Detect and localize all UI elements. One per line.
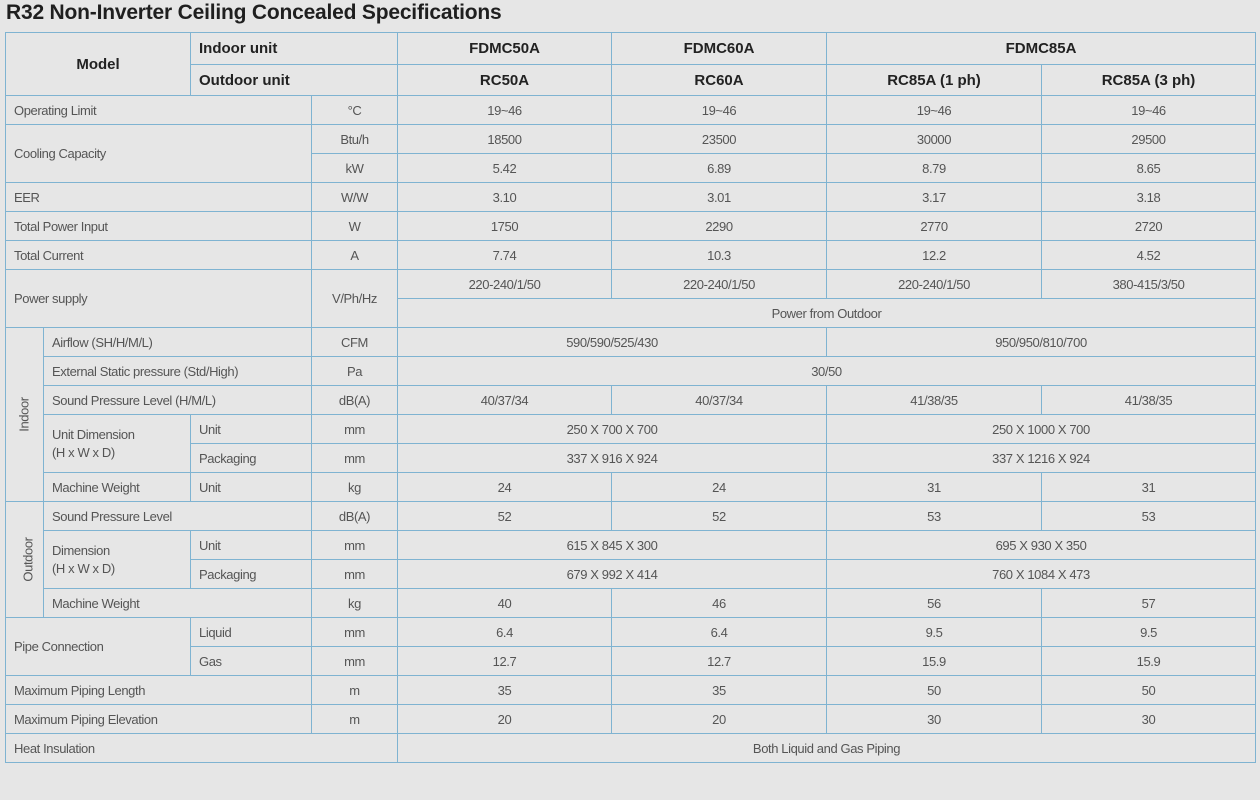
row-unit: A (312, 241, 398, 270)
table-row-pipe-liquid (6, 618, 1256, 647)
cell: 31 (827, 473, 1042, 502)
table-row-power-supply (6, 270, 1256, 299)
cell: 250 X 1000 X 700 (827, 415, 1256, 444)
row-unit: Pa (312, 357, 398, 386)
cell: 250 X 700 X 700 (398, 415, 827, 444)
row-unit: V/Ph/Hz (312, 270, 398, 328)
row-unit: dB(A) (312, 502, 398, 531)
group-label-outdoor: Outdoor (6, 502, 44, 618)
row-label: Machine Weight (44, 589, 312, 618)
cell: Both Liquid and Gas Piping (398, 734, 1256, 763)
cell: 5.42 (398, 154, 612, 183)
row-label: Airflow (SH/H/M/L) (44, 328, 312, 357)
cell: 56 (827, 589, 1042, 618)
cell: 12.7 (612, 647, 827, 676)
row-label: Total Current (6, 241, 312, 270)
cell: 20 (612, 705, 827, 734)
cell: 3.10 (398, 183, 612, 212)
table-row-indoor-dim-unit (6, 415, 1256, 444)
table-row-outdoor-spl (6, 502, 1256, 531)
row-unit: m (312, 676, 398, 705)
row-unit: mm (312, 415, 398, 444)
row-unit: mm (312, 444, 398, 473)
row-label: Sound Pressure Level (44, 502, 312, 531)
row-label: Unit Dimension (H x W x D) (44, 415, 191, 473)
outdoor-model: RC60A (612, 65, 827, 96)
outdoor-model: RC50A (398, 65, 612, 96)
row-sublabel: Unit (191, 415, 312, 444)
table-row-cooling-btu (6, 125, 1256, 154)
table-row-indoor-weight (6, 473, 1256, 502)
cell: 760 X 1084 X 473 (827, 560, 1256, 589)
cell: 23500 (612, 125, 827, 154)
outdoor-model: RC85A (1 ph) (827, 65, 1042, 96)
cell: 29500 (1042, 125, 1256, 154)
cell: 6.4 (398, 618, 612, 647)
cell: 19~46 (612, 96, 827, 125)
cell: 30 (827, 705, 1042, 734)
row-label: Total Power Input (6, 212, 312, 241)
table-row-eer (6, 183, 1256, 212)
table-row-heat-insulation (6, 734, 1256, 763)
group-label-indoor: Indoor (6, 328, 44, 502)
row-unit: mm (312, 647, 398, 676)
row-unit: kg (312, 589, 398, 618)
cell: 220-240/1/50 (827, 270, 1042, 299)
cell: 15.9 (827, 647, 1042, 676)
row-sublabel: Packaging (191, 444, 312, 473)
cell: 2290 (612, 212, 827, 241)
table-row-max-piping-length (6, 676, 1256, 705)
cell: 337 X 1216 X 924 (827, 444, 1256, 473)
cell: 19~46 (1042, 96, 1256, 125)
outdoor-unit-header: Outdoor unit (191, 65, 398, 96)
cell: 8.79 (827, 154, 1042, 183)
indoor-unit-header: Indoor unit (191, 33, 398, 65)
indoor-model: FDMC50A (398, 33, 612, 65)
row-unit: m (312, 705, 398, 734)
cell: 30000 (827, 125, 1042, 154)
cell: 30/50 (398, 357, 1256, 386)
cell: 53 (827, 502, 1042, 531)
table-row-total-current (6, 241, 1256, 270)
model-header: Model (6, 33, 191, 96)
cell: 10.3 (612, 241, 827, 270)
cell: 52 (398, 502, 612, 531)
row-label: Dimension (H x W x D) (44, 531, 191, 589)
cell: 41/38/35 (1042, 386, 1256, 415)
row-label: Machine Weight (44, 473, 191, 502)
cell: 41/38/35 (827, 386, 1042, 415)
row-label: Cooling Capacity (6, 125, 312, 183)
row-unit: kW (312, 154, 398, 183)
cell: 4.52 (1042, 241, 1256, 270)
cell: 30 (1042, 705, 1256, 734)
row-label: Sound Pressure Level (H/M/L) (44, 386, 312, 415)
row-sublabel: Packaging (191, 560, 312, 589)
cell: 8.65 (1042, 154, 1256, 183)
row-unit: °C (312, 96, 398, 125)
cell: 3.18 (1042, 183, 1256, 212)
cell: 50 (1042, 676, 1256, 705)
cell: 2720 (1042, 212, 1256, 241)
cell: 220-240/1/50 (398, 270, 612, 299)
cell: 3.17 (827, 183, 1042, 212)
cell: 9.5 (1042, 618, 1256, 647)
table-row-indoor-spl (6, 386, 1256, 415)
cell: Power from Outdoor (398, 299, 1256, 328)
cell: 1750 (398, 212, 612, 241)
row-unit: mm (312, 618, 398, 647)
cell: 9.5 (827, 618, 1042, 647)
cell: 6.89 (612, 154, 827, 183)
table-row-max-piping-elevation (6, 705, 1256, 734)
row-unit: CFM (312, 328, 398, 357)
table-row-pipe-gas (6, 647, 1256, 676)
cell: 40/37/34 (612, 386, 827, 415)
cell: 337 X 916 X 924 (398, 444, 827, 473)
cell: 12.2 (827, 241, 1042, 270)
cell: 12.7 (398, 647, 612, 676)
cell: 590/590/525/430 (398, 328, 827, 357)
outdoor-model: RC85A (3 ph) (1042, 65, 1256, 96)
cell: 220-240/1/50 (612, 270, 827, 299)
spec-table (5, 32, 1256, 763)
cell: 18500 (398, 125, 612, 154)
cell: 35 (398, 676, 612, 705)
cell: 40/37/34 (398, 386, 612, 415)
cell: 19~46 (827, 96, 1042, 125)
row-unit: dB(A) (312, 386, 398, 415)
row-sublabel: Unit (191, 531, 312, 560)
table-row-outdoor-dim-unit (6, 531, 1256, 560)
cell: 31 (1042, 473, 1256, 502)
row-unit: mm (312, 531, 398, 560)
row-label: Heat Insulation (6, 734, 398, 763)
table-row-esp (6, 357, 1256, 386)
cell: 615 X 845 X 300 (398, 531, 827, 560)
row-label: Pipe Connection (6, 618, 191, 676)
indoor-model: FDMC85A (827, 33, 1256, 65)
row-label: Power supply (6, 270, 312, 328)
cell: 19~46 (398, 96, 612, 125)
row-label: Maximum Piping Length (6, 676, 312, 705)
row-label: Maximum Piping Elevation (6, 705, 312, 734)
table-row-indoor-dim-packaging (6, 444, 1256, 473)
page-title: R32 Non-Inverter Ceiling Concealed Specifications (6, 1, 502, 24)
cell: 53 (1042, 502, 1256, 531)
table-row-airflow (6, 328, 1256, 357)
row-label: External Static pressure (Std/High) (44, 357, 312, 386)
row-unit: mm (312, 560, 398, 589)
cell: 380-415/3/50 (1042, 270, 1256, 299)
cell: 40 (398, 589, 612, 618)
cell: 20 (398, 705, 612, 734)
cell: 15.9 (1042, 647, 1256, 676)
row-unit: W/W (312, 183, 398, 212)
cell: 35 (612, 676, 827, 705)
header-row-indoor (6, 33, 1256, 65)
row-label: EER (6, 183, 312, 212)
indoor-model: FDMC60A (612, 33, 827, 65)
cell: 2770 (827, 212, 1042, 241)
cell: 52 (612, 502, 827, 531)
cell: 7.74 (398, 241, 612, 270)
cell: 24 (612, 473, 827, 502)
row-unit: kg (312, 473, 398, 502)
cell: 46 (612, 589, 827, 618)
header-row-outdoor (6, 65, 1256, 96)
row-unit: W (312, 212, 398, 241)
cell: 679 X 992 X 414 (398, 560, 827, 589)
table-row-outdoor-dim-packaging (6, 560, 1256, 589)
table-row-operating-limit (6, 96, 1256, 125)
row-sublabel: Unit (191, 473, 312, 502)
cell: 950/950/810/700 (827, 328, 1256, 357)
table-row-total-power-input (6, 212, 1256, 241)
cell: 57 (1042, 589, 1256, 618)
cell: 24 (398, 473, 612, 502)
row-unit: Btu/h (312, 125, 398, 154)
cell: 695 X 930 X 350 (827, 531, 1256, 560)
row-label: Operating Limit (6, 96, 312, 125)
row-sublabel: Liquid (191, 618, 312, 647)
table-row-outdoor-weight (6, 589, 1256, 618)
row-sublabel: Gas (191, 647, 312, 676)
cell: 6.4 (612, 618, 827, 647)
cell: 50 (827, 676, 1042, 705)
cell: 3.01 (612, 183, 827, 212)
